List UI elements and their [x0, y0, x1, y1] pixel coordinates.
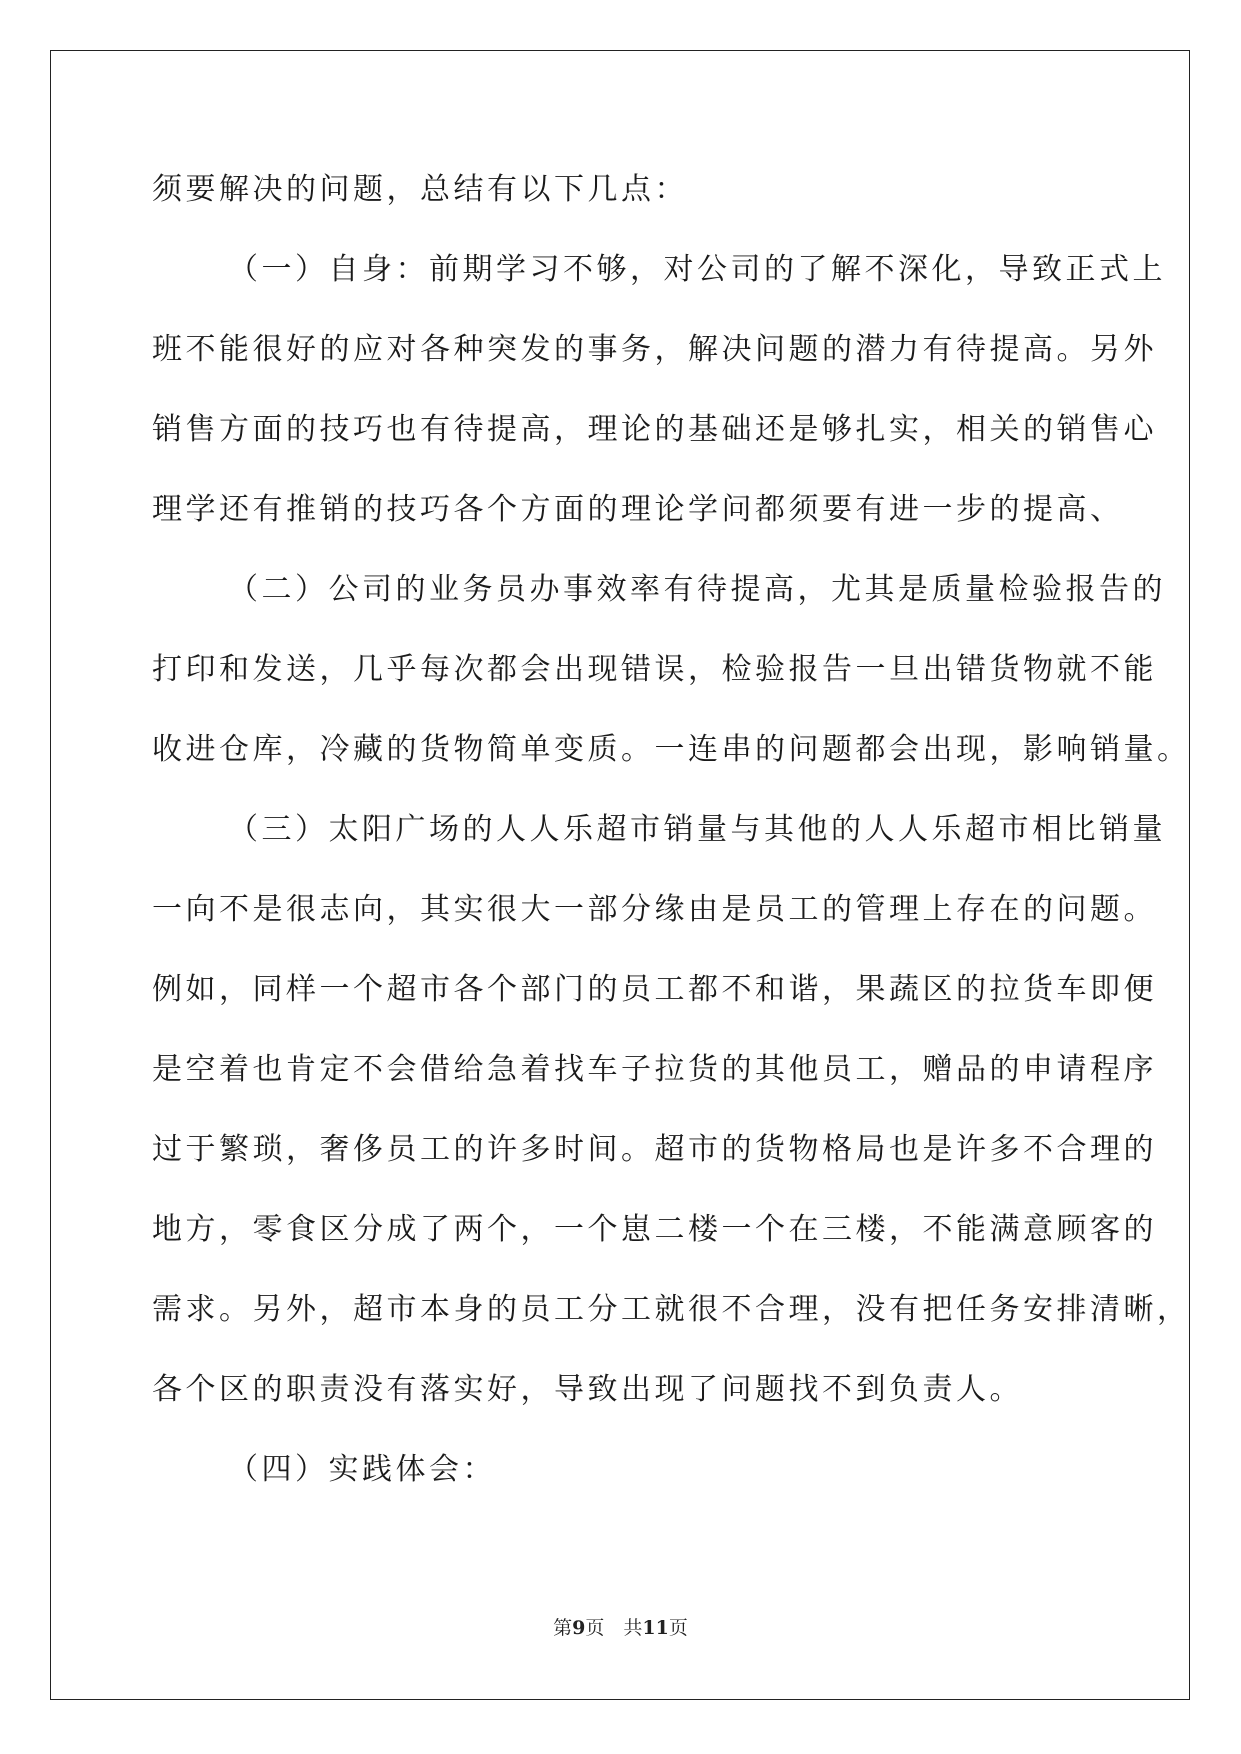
page-mid: 页 共 — [585, 1617, 643, 1639]
text-line: 是空着也肯定不会借给急着找车子拉货的其他员工，赠品的申请程序 — [152, 1052, 1157, 1087]
text-line: 各个区的职责没有落实好，导致出现了问题找不到负责人。 — [152, 1372, 1023, 1407]
page-current-number: 9 — [572, 1617, 586, 1639]
page-prefix: 第 — [553, 1617, 573, 1639]
document-body — [152, 160, 1191, 1520]
text-line: （三）太阳广场的人人乐超市销量与其他的人人乐超市相比销量 — [228, 812, 1166, 847]
text-line: 销售方面的技巧也有待提高，理论的基础还是够扎实，相关的销售心 — [152, 412, 1157, 447]
text-line: （四）实践体会： — [228, 1452, 496, 1487]
page-footer — [0, 1613, 1241, 1640]
text-line: 理学还有推销的技巧各个方面的理论学问都须要有进一步的提高、 — [152, 492, 1124, 527]
text-line: 打印和发送，几乎每次都会出现错误，检验报告一旦出错货物就不能 — [152, 652, 1157, 687]
text-line: （一）自身：前期学习不够，对公司的了解不深化，导致正式上 — [228, 252, 1166, 287]
text-line: 须要解决的问题，总结有以下几点： — [152, 172, 688, 207]
page-suffix: 页 — [668, 1617, 688, 1639]
text-line: 班不能很好的应对各种突发的事务，解决问题的潜力有待提高。另外 — [152, 332, 1157, 367]
text-line: （二）公司的业务员办事效率有待提高，尤其是质量检验报告的 — [228, 572, 1166, 607]
page-total-number: 11 — [642, 1617, 669, 1639]
text-line: 过于繁琐，奢侈员工的许多时间。超市的货物格局也是许多不合理的 — [152, 1132, 1157, 1167]
text-line: 一向不是很志向，其实很大一部分缘由是员工的管理上存在的问题。 — [152, 892, 1157, 927]
text-line: 收进仓库，冷藏的货物简单变质。一连串的问题都会出现，影响销量。 — [152, 732, 1191, 767]
text-line: 例如，同样一个超市各个部门的员工都不和谐，果蔬区的拉货车即便 — [152, 972, 1157, 1007]
text-line: 需求。另外，超市本身的员工分工就很不合理，没有把任务安排清晰， — [152, 1292, 1191, 1327]
text-line: 地方，零食区分成了两个，一个崽二楼一个在三楼，不能满意顾客的 — [152, 1212, 1157, 1247]
